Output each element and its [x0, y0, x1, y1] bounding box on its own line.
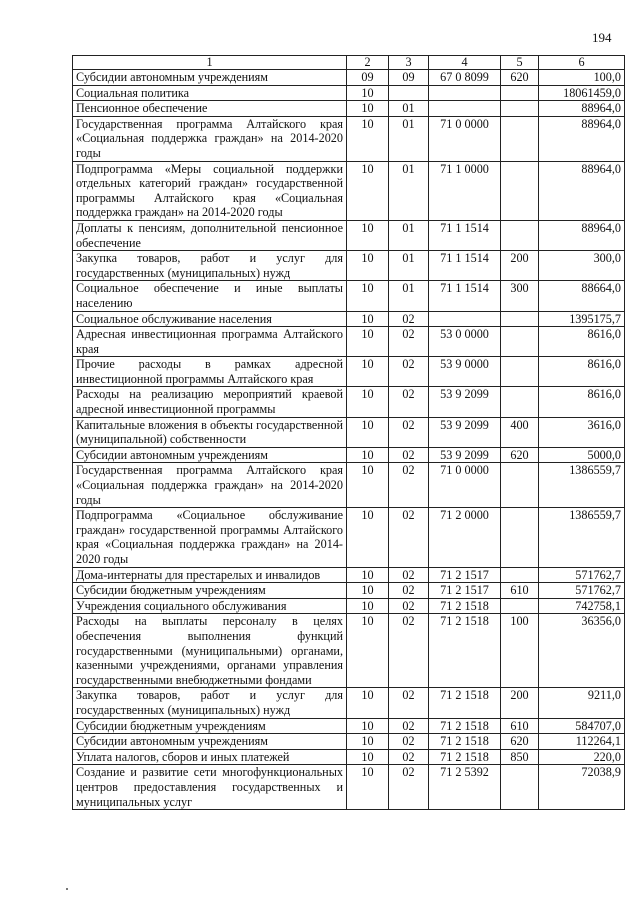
- table-row: [73, 387, 625, 417]
- amount-cell: 1395175,7: [539, 311, 625, 327]
- target-article-cell: 71 1 0000: [429, 161, 501, 220]
- target-article-cell: 71 2 1518: [429, 718, 501, 734]
- subsection-code-cell: 01: [389, 161, 429, 220]
- target-article-cell: 71 2 1518: [429, 688, 501, 718]
- row-name-cell: Расходы на реализацию мероприятий краевой адресной инвестиционной программы: [73, 387, 347, 417]
- section-code-cell: 09: [347, 70, 389, 86]
- section-code-cell: 10: [347, 85, 389, 101]
- table-row: [73, 116, 625, 161]
- row-name-cell: Адресная инвестиционная программа Алтайского края: [73, 327, 347, 357]
- row-name-cell: Подпрограмма «Социальное обслуживание граждан» государственной программы Алтайского края «Социальная поддержка граждан» на 2014-2020 годы: [73, 508, 347, 567]
- amount-cell: 1386559,7: [539, 463, 625, 508]
- row-name-cell: Субсидии автономным учреждениям: [73, 734, 347, 750]
- row-name-cell: Закупка товаров, работ и услуг для государственных (муниципальных) нужд: [73, 688, 347, 718]
- expense-type-cell: [501, 101, 539, 117]
- row-name-cell: Социальная политика: [73, 85, 347, 101]
- amount-cell: 72038,9: [539, 765, 625, 810]
- target-article-cell: 71 1 1514: [429, 251, 501, 281]
- amount-cell: 571762,7: [539, 567, 625, 583]
- table-row: [73, 688, 625, 718]
- target-article-cell: 71 2 1518: [429, 598, 501, 614]
- amount-cell: 88964,0: [539, 161, 625, 220]
- section-code-cell: 10: [347, 101, 389, 117]
- expense-type-cell: 620: [501, 447, 539, 463]
- amount-cell: 18061459,0: [539, 85, 625, 101]
- column-header: 4: [429, 56, 501, 70]
- amount-cell: 112264,1: [539, 734, 625, 750]
- table-row: [73, 101, 625, 117]
- section-code-cell: 10: [347, 281, 389, 311]
- expense-type-cell: 610: [501, 718, 539, 734]
- section-code-cell: 10: [347, 220, 389, 250]
- section-code-cell: 10: [347, 116, 389, 161]
- table-row: [73, 598, 625, 614]
- subsection-code-cell: 02: [389, 734, 429, 750]
- amount-cell: 3616,0: [539, 417, 625, 447]
- table-row: [73, 765, 625, 810]
- table-row: [73, 251, 625, 281]
- column-header: 5: [501, 56, 539, 70]
- expense-type-cell: [501, 161, 539, 220]
- expense-type-cell: [501, 387, 539, 417]
- table-row: [73, 749, 625, 765]
- expense-type-cell: 620: [501, 734, 539, 750]
- row-name-cell: Прочие расходы в рамках адресной инвестиционной программы Алтайского края: [73, 357, 347, 387]
- section-code-cell: 10: [347, 765, 389, 810]
- amount-cell: 742758,1: [539, 598, 625, 614]
- target-article-cell: [429, 311, 501, 327]
- amount-cell: 8616,0: [539, 387, 625, 417]
- amount-cell: 100,0: [539, 70, 625, 86]
- amount-cell: 36356,0: [539, 614, 625, 688]
- target-article-cell: 71 2 1517: [429, 567, 501, 583]
- subsection-code-cell: 02: [389, 357, 429, 387]
- target-article-cell: 67 0 8099: [429, 70, 501, 86]
- amount-cell: 5000,0: [539, 447, 625, 463]
- subsection-code-cell: 01: [389, 281, 429, 311]
- section-code-cell: 10: [347, 567, 389, 583]
- row-name-cell: Подпрограмма «Меры социальной поддержки отдельных категорий граждан» государственной программы Алтайского края «Социальная поддержка граждан» на 2014-2020 годы: [73, 161, 347, 220]
- scan-speck: [66, 888, 68, 890]
- target-article-cell: 71 2 1518: [429, 749, 501, 765]
- target-article-cell: 53 9 2099: [429, 387, 501, 417]
- amount-cell: 300,0: [539, 251, 625, 281]
- target-article-cell: 71 2 1518: [429, 614, 501, 688]
- section-code-cell: 10: [347, 161, 389, 220]
- row-name-cell: Дома-интернаты для престарелых и инвалидов: [73, 567, 347, 583]
- expense-type-cell: [501, 85, 539, 101]
- expense-type-cell: [501, 220, 539, 250]
- section-code-cell: 10: [347, 463, 389, 508]
- table-row: [73, 718, 625, 734]
- expense-type-cell: 850: [501, 749, 539, 765]
- section-code-cell: 10: [347, 583, 389, 599]
- subsection-code-cell: 02: [389, 463, 429, 508]
- section-code-cell: 10: [347, 614, 389, 688]
- section-code-cell: 10: [347, 357, 389, 387]
- amount-cell: 88964,0: [539, 116, 625, 161]
- subsection-code-cell: [389, 85, 429, 101]
- expense-type-cell: 300: [501, 281, 539, 311]
- table-row: [73, 417, 625, 447]
- section-code-cell: 10: [347, 387, 389, 417]
- target-article-cell: [429, 85, 501, 101]
- subsection-code-cell: 02: [389, 749, 429, 765]
- table-row: [73, 357, 625, 387]
- subsection-code-cell: 02: [389, 688, 429, 718]
- column-header: 6: [539, 56, 625, 70]
- table-row: [73, 220, 625, 250]
- subsection-code-cell: 02: [389, 311, 429, 327]
- amount-cell: 571762,7: [539, 583, 625, 599]
- column-header: 3: [389, 56, 429, 70]
- table-row: [73, 583, 625, 599]
- section-code-cell: 10: [347, 417, 389, 447]
- row-name-cell: Доплаты к пенсиям, дополнительной пенсионное обеспечение: [73, 220, 347, 250]
- table-row: [73, 161, 625, 220]
- row-name-cell: Социальное обеспечение и иные выплаты населению: [73, 281, 347, 311]
- column-header: 1: [73, 56, 347, 70]
- amount-cell: 1386559,7: [539, 508, 625, 567]
- expense-type-cell: [501, 765, 539, 810]
- table-row: [73, 327, 625, 357]
- row-name-cell: Расходы на выплаты персоналу в целях обеспечения выполнения функций государственными (муниципальными) органами, казенными учреждениями, органами управления государственными внебюджетными фондами: [73, 614, 347, 688]
- amount-cell: 88664,0: [539, 281, 625, 311]
- page-number: 194: [592, 30, 612, 45]
- target-article-cell: 71 1 1514: [429, 220, 501, 250]
- subsection-code-cell: 02: [389, 765, 429, 810]
- expense-type-cell: [501, 327, 539, 357]
- table-row: [73, 508, 625, 567]
- table-row: [73, 447, 625, 463]
- section-code-cell: 10: [347, 598, 389, 614]
- section-code-cell: 10: [347, 251, 389, 281]
- subsection-code-cell: 02: [389, 614, 429, 688]
- amount-cell: 8616,0: [539, 327, 625, 357]
- expense-type-cell: [501, 116, 539, 161]
- row-name-cell: Субсидии бюджетным учреждениям: [73, 583, 347, 599]
- subsection-code-cell: 02: [389, 567, 429, 583]
- expense-type-cell: [501, 463, 539, 508]
- expense-type-cell: 200: [501, 688, 539, 718]
- subsection-code-cell: 01: [389, 101, 429, 117]
- target-article-cell: 71 2 5392: [429, 765, 501, 810]
- target-article-cell: 71 1 1514: [429, 281, 501, 311]
- target-article-cell: 71 0 0000: [429, 116, 501, 161]
- section-code-cell: 10: [347, 734, 389, 750]
- subsection-code-cell: 02: [389, 508, 429, 567]
- section-code-cell: 10: [347, 688, 389, 718]
- subsection-code-cell: 02: [389, 583, 429, 599]
- row-name-cell: Субсидии автономным учреждениям: [73, 447, 347, 463]
- subsection-code-cell: 01: [389, 251, 429, 281]
- expense-type-cell: 620: [501, 70, 539, 86]
- row-name-cell: Субсидии автономным учреждениям: [73, 70, 347, 86]
- column-header: 2: [347, 56, 389, 70]
- amount-cell: 220,0: [539, 749, 625, 765]
- target-article-cell: 71 2 1517: [429, 583, 501, 599]
- amount-cell: 88964,0: [539, 220, 625, 250]
- amount-cell: 88964,0: [539, 101, 625, 117]
- target-article-cell: 53 0 0000: [429, 327, 501, 357]
- table-row: [73, 281, 625, 311]
- row-name-cell: Закупка товаров, работ и услуг для государственных (муниципальных) нужд: [73, 251, 347, 281]
- row-name-cell: Создание и развитие сети многофункциональных центров предоставления государственных и муниципальных услуг: [73, 765, 347, 810]
- row-name-cell: Капитальные вложения в объекты государственной (муниципальной) собственности: [73, 417, 347, 447]
- row-name-cell: Уплата налогов, сборов и иных платежей: [73, 749, 347, 765]
- expense-type-cell: [501, 567, 539, 583]
- section-code-cell: 10: [347, 311, 389, 327]
- table-row: [73, 70, 625, 86]
- section-code-cell: 10: [347, 447, 389, 463]
- expense-type-cell: [501, 508, 539, 567]
- row-name-cell: Социальное обслуживание населения: [73, 311, 347, 327]
- subsection-code-cell: 02: [389, 718, 429, 734]
- table-row: [73, 311, 625, 327]
- subsection-code-cell: 01: [389, 116, 429, 161]
- amount-cell: 9211,0: [539, 688, 625, 718]
- row-name-cell: Пенсионное обеспечение: [73, 101, 347, 117]
- expense-type-cell: [501, 357, 539, 387]
- subsection-code-cell: 02: [389, 327, 429, 357]
- amount-cell: 584707,0: [539, 718, 625, 734]
- table-row: [73, 614, 625, 688]
- row-name-cell: Субсидии бюджетным учреждениям: [73, 718, 347, 734]
- target-article-cell: 53 9 2099: [429, 417, 501, 447]
- target-article-cell: 53 9 2099: [429, 447, 501, 463]
- expense-type-cell: 610: [501, 583, 539, 599]
- table-row: [73, 567, 625, 583]
- amount-cell: 8616,0: [539, 357, 625, 387]
- target-article-cell: 71 2 0000: [429, 508, 501, 567]
- target-article-cell: 71 2 1518: [429, 734, 501, 750]
- expense-type-cell: 400: [501, 417, 539, 447]
- section-code-cell: 10: [347, 327, 389, 357]
- subsection-code-cell: 02: [389, 417, 429, 447]
- budget-table: [72, 55, 625, 810]
- target-article-cell: 53 9 0000: [429, 357, 501, 387]
- expense-type-cell: 200: [501, 251, 539, 281]
- target-article-cell: 71 0 0000: [429, 463, 501, 508]
- subsection-code-cell: 02: [389, 447, 429, 463]
- section-code-cell: 10: [347, 508, 389, 567]
- row-name-cell: Учреждения социального обслуживания: [73, 598, 347, 614]
- table-row: [73, 463, 625, 508]
- section-code-cell: 10: [347, 718, 389, 734]
- row-name-cell: Государственная программа Алтайского края «Социальная поддержка граждан» на 2014-2020 годы: [73, 116, 347, 161]
- target-article-cell: [429, 101, 501, 117]
- subsection-code-cell: 02: [389, 387, 429, 417]
- row-name-cell: Государственная программа Алтайского края «Социальная поддержка граждан» на 2014-2020 годы: [73, 463, 347, 508]
- subsection-code-cell: 09: [389, 70, 429, 86]
- section-code-cell: 10: [347, 749, 389, 765]
- expense-type-cell: [501, 598, 539, 614]
- expense-type-cell: 100: [501, 614, 539, 688]
- table-body: [73, 70, 625, 810]
- expense-type-cell: [501, 311, 539, 327]
- subsection-code-cell: 01: [389, 220, 429, 250]
- table-row: [73, 734, 625, 750]
- subsection-code-cell: 02: [389, 598, 429, 614]
- table-row: [73, 85, 625, 101]
- table-header-row: [73, 56, 625, 70]
